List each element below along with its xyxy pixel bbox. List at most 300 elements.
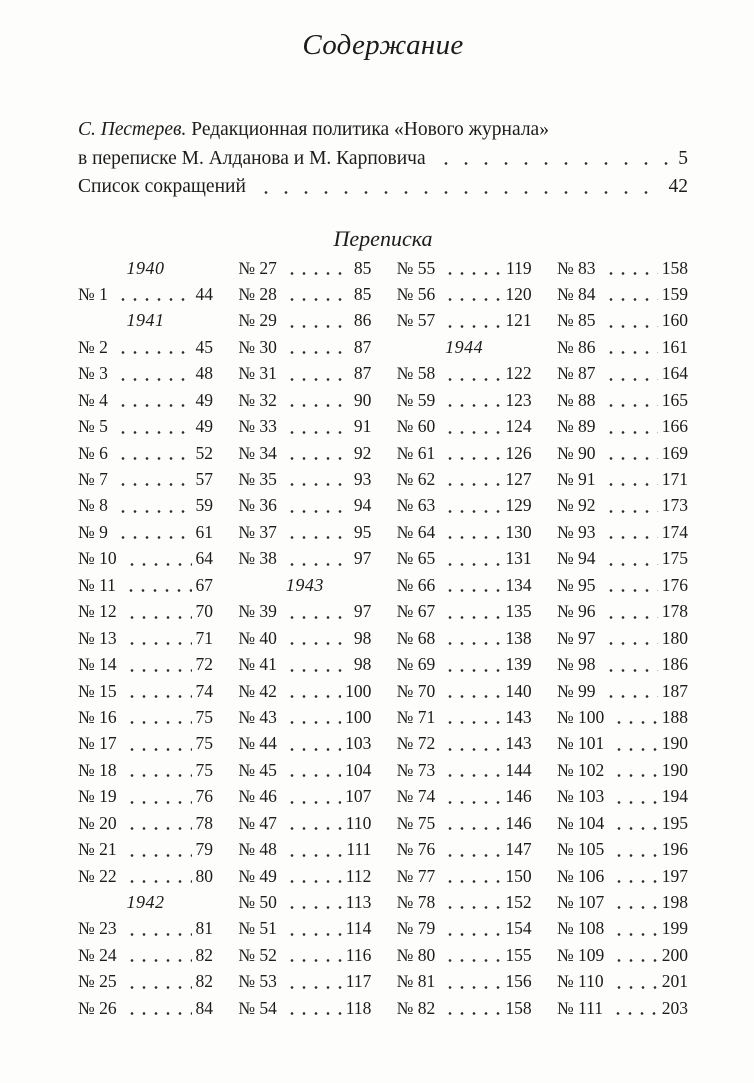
entry-label: № 82 xyxy=(396,997,436,1018)
entry-page: 49 xyxy=(195,416,213,437)
toc-row xyxy=(397,810,532,836)
toc-row xyxy=(78,704,213,730)
dot-leader xyxy=(611,801,657,804)
entry-label: № 77 xyxy=(396,865,436,886)
dot-leader xyxy=(124,1012,192,1015)
dot-leader xyxy=(442,404,501,407)
entry-label: № 12 xyxy=(78,601,117,622)
entry-label: № 10 xyxy=(78,548,117,569)
entry-page: 79 xyxy=(195,839,213,860)
entry-label: № 71 xyxy=(396,706,436,727)
entry-label: № 56 xyxy=(396,283,436,304)
toc-row xyxy=(238,360,371,386)
dot-leader xyxy=(603,589,658,592)
entry-page: 98 xyxy=(353,654,372,675)
dot-leader xyxy=(442,272,502,275)
entry-page: 76 xyxy=(195,786,213,807)
toc-row xyxy=(557,704,688,730)
toc-row xyxy=(397,545,532,571)
entry-label: № 84 xyxy=(556,283,596,304)
toc-row xyxy=(397,836,532,862)
dot-leader xyxy=(603,642,658,645)
dot-leader xyxy=(611,933,657,936)
toc-row xyxy=(557,757,688,783)
entry-page: 180 xyxy=(661,627,688,648)
dot-leader xyxy=(124,854,192,857)
entry-label: № 107 xyxy=(556,892,605,912)
article-title-line2: в переписке М. Алданова и М. Карповича xyxy=(78,147,426,169)
entry-label: № 90 xyxy=(556,442,596,463)
toc-row xyxy=(78,387,213,413)
entry-page: 112 xyxy=(345,865,372,886)
entry-page: 150 xyxy=(505,865,532,886)
toc-row xyxy=(557,863,688,889)
toc-row xyxy=(397,783,532,809)
toc-row xyxy=(397,360,532,386)
entry-label: № 60 xyxy=(396,416,436,437)
toc-row xyxy=(397,307,532,333)
dot-leader xyxy=(284,906,342,909)
entry-page: 187 xyxy=(661,680,688,701)
entry-label: № 17 xyxy=(78,733,117,754)
dot-leader xyxy=(442,959,501,962)
dot-leader xyxy=(284,510,350,513)
entry-label: № 34 xyxy=(238,442,277,463)
entry-page: 156 xyxy=(505,971,532,992)
entry-page: 121 xyxy=(505,310,532,331)
entry-page: 196 xyxy=(661,839,688,860)
entry-page: 176 xyxy=(661,574,688,595)
dot-leader xyxy=(442,721,501,724)
dot-leader xyxy=(124,563,192,566)
entry-label: № 9 xyxy=(78,521,108,542)
dot-leader xyxy=(124,933,192,936)
abbreviations-label: Список сокращений xyxy=(78,176,246,197)
dot-leader xyxy=(442,431,501,434)
entry-label: № 104 xyxy=(556,812,605,833)
dot-leader xyxy=(603,272,658,275)
entry-page: 147 xyxy=(505,839,532,860)
dot-leader xyxy=(603,483,658,486)
dot-leader xyxy=(442,748,501,751)
toc-row xyxy=(397,387,532,413)
dot-leader xyxy=(284,695,341,698)
entry-label: № 69 xyxy=(396,654,436,675)
entry-label: № 64 xyxy=(396,521,436,542)
toc-row xyxy=(238,413,371,439)
entry-label: № 38 xyxy=(238,548,277,569)
toc-row xyxy=(397,492,532,518)
toc-row xyxy=(238,519,371,545)
entry-page: 173 xyxy=(661,495,688,516)
toc-row xyxy=(397,598,532,624)
article-title-line1: Редакционная политика «Нового журнала» xyxy=(191,119,549,140)
entry-page: 124 xyxy=(505,416,532,437)
dot-leader xyxy=(284,431,350,434)
dot-leader xyxy=(124,616,192,619)
toc-row xyxy=(78,519,213,545)
dot-leader xyxy=(284,880,342,883)
entry-page: 203 xyxy=(661,997,688,1018)
entry-label: № 46 xyxy=(238,786,277,807)
entry-page: 131 xyxy=(505,548,532,569)
entry-page: 140 xyxy=(505,680,532,701)
toc-row xyxy=(78,651,213,677)
entry-page: 91 xyxy=(353,416,372,437)
entry-page: 72 xyxy=(195,654,213,675)
dot-leader xyxy=(284,721,341,724)
entry-label: № 83 xyxy=(556,257,596,278)
dot-leader xyxy=(442,880,501,883)
entry-label: № 51 xyxy=(238,918,277,939)
entry-label: № 55 xyxy=(396,257,436,278)
entry-label: № 67 xyxy=(396,601,436,622)
toc-entry-article xyxy=(78,116,688,173)
toc-row xyxy=(557,255,688,281)
toc-row xyxy=(397,968,532,994)
entry-page: 143 xyxy=(505,733,532,754)
entry-page: 195 xyxy=(661,812,688,833)
dot-leader xyxy=(115,378,192,381)
section-title: Переписка xyxy=(333,225,433,251)
toc-row xyxy=(397,519,532,545)
entry-page: 158 xyxy=(661,257,688,278)
toc-row xyxy=(397,863,532,889)
entry-page: 178 xyxy=(661,601,688,622)
toc-row xyxy=(397,678,532,704)
toc-row xyxy=(238,545,371,571)
entry-page: 49 xyxy=(195,389,213,410)
entry-label: № 5 xyxy=(78,416,108,437)
toc-row xyxy=(78,413,213,439)
dot-leader xyxy=(442,325,501,328)
dot-leader xyxy=(124,880,192,883)
toc-row xyxy=(238,307,371,333)
entry-page: 75 xyxy=(195,759,213,780)
entry-label: № 102 xyxy=(556,759,605,780)
dot-leader xyxy=(284,669,350,672)
entry-page: 118 xyxy=(345,997,372,1018)
entry-page: 104 xyxy=(345,759,372,780)
dot-leader xyxy=(124,695,192,698)
toc-row xyxy=(78,334,213,360)
dot-leader xyxy=(115,404,192,407)
entry-page: 126 xyxy=(505,442,532,463)
entry-label: № 105 xyxy=(556,839,605,860)
toc-row xyxy=(557,651,688,677)
entry-page: 186 xyxy=(661,654,688,675)
toc-row xyxy=(238,968,371,994)
toc-row xyxy=(78,968,213,994)
dot-leader xyxy=(611,721,657,724)
toc-row xyxy=(238,704,371,730)
entry-page: 155 xyxy=(505,944,532,965)
dot-leader xyxy=(442,510,501,513)
toc-row xyxy=(78,360,213,386)
entry-page: 97 xyxy=(353,548,372,569)
entry-page: 75 xyxy=(195,733,213,754)
toc-row xyxy=(238,334,371,360)
dot-leader xyxy=(611,827,657,830)
toc-row xyxy=(557,625,688,651)
toc-row xyxy=(78,545,213,571)
entry-label: № 24 xyxy=(78,944,117,965)
toc-row xyxy=(238,255,371,281)
dot-leader xyxy=(603,325,658,328)
entry-page: 119 xyxy=(506,257,532,278)
entry-label: № 106 xyxy=(556,865,605,886)
dot-leader xyxy=(442,986,501,989)
entry-label: № 59 xyxy=(396,389,436,410)
entry-page: 123 xyxy=(505,389,532,410)
toc-entry-abbreviations xyxy=(78,173,688,202)
entry-label: № 2 xyxy=(78,336,108,357)
toc-row xyxy=(238,387,371,413)
dot-leader xyxy=(603,404,658,407)
dot-leader xyxy=(124,721,192,724)
dot-leader xyxy=(284,986,342,989)
entry-label: № 53 xyxy=(238,971,277,992)
entry-page: 61 xyxy=(195,521,213,542)
dot-leader xyxy=(442,906,501,909)
dot-leader xyxy=(603,669,658,672)
dot-leader xyxy=(611,986,658,989)
entry-label: № 48 xyxy=(238,839,277,860)
entry-label: № 8 xyxy=(78,495,108,516)
toc-row xyxy=(238,440,371,466)
entry-page: 85 xyxy=(353,257,372,278)
dot-leader xyxy=(442,827,501,830)
toc-column-4 xyxy=(557,255,688,1022)
dot-leader xyxy=(284,616,350,619)
dot-leader xyxy=(442,801,501,804)
year-heading: 1942 xyxy=(126,892,165,912)
dot-leader xyxy=(284,1012,342,1015)
entry-label: № 80 xyxy=(396,944,436,965)
entry-label: № 30 xyxy=(238,336,277,357)
entry-page: 100 xyxy=(345,680,372,701)
dot-leader xyxy=(115,431,192,434)
toc-row xyxy=(397,281,532,307)
toc-row xyxy=(557,440,688,466)
toc-row xyxy=(557,810,688,836)
entry-label: № 28 xyxy=(238,283,277,304)
entry-label: № 43 xyxy=(238,706,277,727)
entry-page: 114 xyxy=(345,918,372,939)
entry-page: 92 xyxy=(353,442,372,463)
entry-page: 5 xyxy=(678,147,688,169)
entry-page: 154 xyxy=(505,918,532,939)
entry-label: № 31 xyxy=(238,363,277,384)
entry-page: 159 xyxy=(661,283,688,304)
entry-page: 120 xyxy=(505,283,532,304)
entry-label: № 95 xyxy=(556,574,596,595)
toc-row xyxy=(238,836,371,862)
entry-page: 97 xyxy=(353,601,372,622)
dot-leader xyxy=(284,378,350,381)
entry-label: № 44 xyxy=(238,733,277,754)
dot-leader xyxy=(603,378,658,381)
toc-row xyxy=(238,730,371,756)
toc-row xyxy=(557,889,688,915)
dot-leader xyxy=(611,880,657,883)
dot-leader xyxy=(603,510,658,513)
entry-label: № 103 xyxy=(556,786,605,807)
dot-leader xyxy=(611,906,657,909)
entry-label: № 93 xyxy=(556,521,596,542)
toc-row xyxy=(557,334,688,360)
entry-label: № 27 xyxy=(238,257,277,278)
dot-leader xyxy=(284,563,350,566)
entry-label: № 22 xyxy=(78,865,117,886)
toc-row xyxy=(557,307,688,333)
year-heading: 1944 xyxy=(445,336,484,357)
toc-row xyxy=(557,519,688,545)
dot-leader xyxy=(115,351,192,354)
dot-leader xyxy=(115,536,192,539)
entry-label: № 33 xyxy=(238,416,277,437)
toc-row xyxy=(78,863,213,889)
dot-leader xyxy=(124,986,192,989)
dot-leader xyxy=(123,589,192,592)
entry-page: 200 xyxy=(661,944,688,965)
toc-row xyxy=(557,545,688,571)
dot-leader xyxy=(284,774,341,777)
entry-page: 190 xyxy=(661,759,688,780)
entry-page: 110 xyxy=(345,812,372,833)
entry-label: № 1 xyxy=(78,283,108,304)
entry-page: 122 xyxy=(505,363,532,384)
toc-row xyxy=(557,942,688,968)
entry-page: 169 xyxy=(661,442,688,463)
year-heading: 1940 xyxy=(126,257,165,278)
entry-page: 52 xyxy=(195,442,213,463)
entry-page: 86 xyxy=(353,310,372,331)
entry-page: 139 xyxy=(505,654,532,675)
entry-page: 87 xyxy=(353,363,372,384)
entry-page: 135 xyxy=(505,601,532,622)
toc-row xyxy=(78,995,213,1021)
toc-row xyxy=(238,942,371,968)
dot-leader xyxy=(284,325,350,328)
entry-label: № 42 xyxy=(238,680,277,701)
toc-row xyxy=(397,625,532,651)
toc-row xyxy=(397,889,532,915)
toc-row xyxy=(238,598,371,624)
toc-row xyxy=(557,387,688,413)
entry-page: 111 xyxy=(346,839,372,860)
toc-row xyxy=(238,810,371,836)
entry-label: № 36 xyxy=(238,495,277,516)
entry-label: № 29 xyxy=(238,310,277,331)
entry-label: № 110 xyxy=(556,971,604,992)
dot-leader xyxy=(284,827,342,830)
dot-leader xyxy=(603,695,658,698)
dot-leader xyxy=(124,801,192,804)
entry-label: № 86 xyxy=(556,336,596,357)
entry-label: № 54 xyxy=(238,997,277,1018)
dot-leader xyxy=(442,669,501,672)
entry-page: 194 xyxy=(661,786,688,807)
toc-row xyxy=(78,466,213,492)
toc-row xyxy=(238,492,371,518)
toc-row xyxy=(78,836,213,862)
toc-row xyxy=(238,678,371,704)
article-author: С. Пестерев. xyxy=(78,119,187,140)
toc-row xyxy=(78,783,213,809)
dot-leader xyxy=(284,933,342,936)
entry-label: № 13 xyxy=(78,627,117,648)
dot-leader xyxy=(442,563,501,566)
entry-label: № 65 xyxy=(396,548,436,569)
dot-leader xyxy=(442,1012,501,1015)
dot-leader xyxy=(442,695,501,698)
entry-page: 188 xyxy=(661,706,688,727)
entry-page: 166 xyxy=(661,416,688,437)
toc-row xyxy=(557,836,688,862)
dot-leader xyxy=(442,457,501,460)
toc-row xyxy=(557,968,688,994)
dot-leader xyxy=(115,457,192,460)
entry-page: 44 xyxy=(195,283,213,304)
entry-label: № 23 xyxy=(78,918,117,939)
toc-row xyxy=(238,281,371,307)
entry-label: № 25 xyxy=(78,971,117,992)
toc-row xyxy=(238,783,371,809)
entry-label: № 39 xyxy=(238,601,277,622)
dot-leader xyxy=(442,616,501,619)
entry-page: 42 xyxy=(668,176,688,197)
entry-page: 175 xyxy=(661,548,688,569)
entry-page: 48 xyxy=(195,363,213,384)
entry-page: 90 xyxy=(353,389,372,410)
entry-page: 67 xyxy=(195,574,213,595)
dot-leader xyxy=(124,748,192,751)
entry-label: № 20 xyxy=(78,812,117,833)
entry-page: 201 xyxy=(661,971,688,992)
toc-row xyxy=(238,651,371,677)
entry-label: № 99 xyxy=(556,680,596,701)
entry-label: № 14 xyxy=(78,654,117,675)
entry-page: 161 xyxy=(661,336,688,357)
entry-label: № 72 xyxy=(396,733,436,754)
entry-label: № 100 xyxy=(556,706,605,727)
year-heading: 1943 xyxy=(285,574,324,595)
entry-page: 64 xyxy=(195,548,213,569)
toc-row xyxy=(557,572,688,598)
dot-leader xyxy=(124,827,192,830)
dot-leader xyxy=(284,351,350,354)
entry-label: № 109 xyxy=(556,944,605,965)
entry-page: 146 xyxy=(505,812,532,833)
entry-label: № 32 xyxy=(238,389,277,410)
dot-leader xyxy=(284,748,341,751)
toc-row xyxy=(78,915,213,941)
dot-leader xyxy=(442,298,501,301)
entry-page: 198 xyxy=(661,892,688,912)
entry-page: 93 xyxy=(353,469,372,489)
entry-page: 190 xyxy=(661,733,688,754)
toc-row xyxy=(78,440,213,466)
entry-label: № 35 xyxy=(238,469,277,489)
toc-row xyxy=(78,572,213,598)
toc-row xyxy=(397,730,532,756)
entry-label: № 108 xyxy=(556,918,605,939)
dot-leader xyxy=(284,272,350,275)
toc-row xyxy=(238,757,371,783)
dot-leader xyxy=(284,483,350,486)
dot-leader xyxy=(284,642,350,645)
